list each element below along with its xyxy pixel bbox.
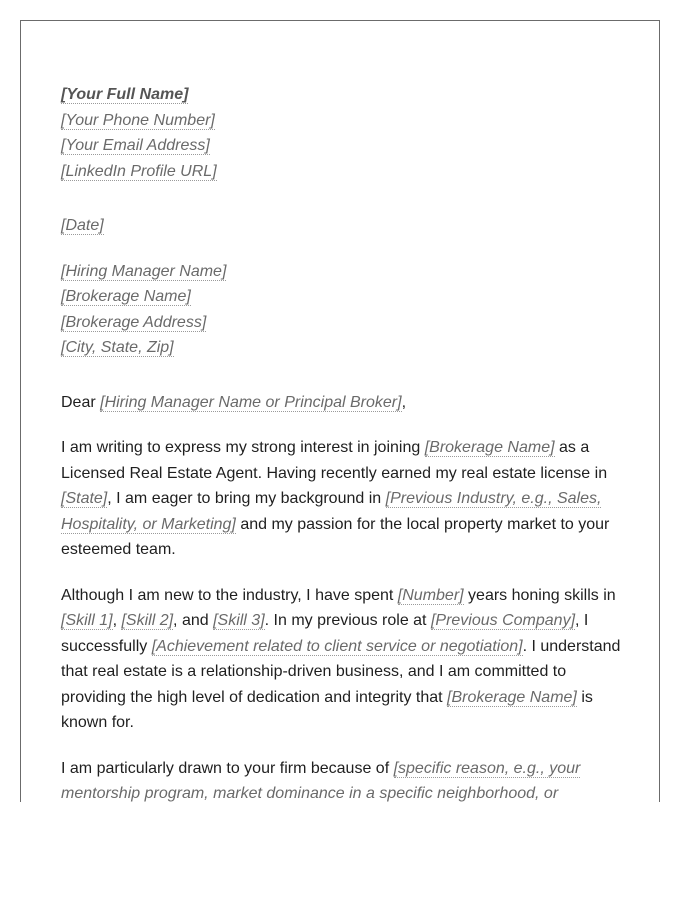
p2-placeholder-skill-3: [Skill 3] (213, 612, 265, 629)
p1-placeholder-industry: [Previous Industry, e.g., Sales, (385, 490, 602, 507)
p1-placeholder-state: [State] (61, 490, 108, 507)
p1-text: and my passion for the local property market to your (235, 515, 610, 533)
p2-text: , I (575, 612, 589, 629)
p3-placeholder-reason: [specific reason, e.g., your (393, 759, 581, 777)
letter-date: [Date] (61, 217, 104, 234)
p2-text: . In my previous role at (264, 612, 431, 629)
paragraph-experience (61, 583, 631, 736)
salutation (61, 390, 631, 416)
p2-placeholder-skill-1: [Skill 1] (61, 612, 113, 629)
salutation-tail: , (401, 393, 407, 411)
p2-text: successfully (61, 637, 152, 655)
p1-text: esteemed team. (61, 541, 176, 558)
p1-text: as a (554, 439, 590, 456)
p1-text: , I am eager to bring my background in (107, 490, 386, 507)
recipient-address: [Brokerage Address] (61, 313, 207, 331)
sender-name: [Your Full Name] (61, 86, 189, 103)
sender-block (61, 82, 631, 184)
p2-placeholder-company: [Previous Company] (430, 612, 576, 629)
recipient-brokerage: [Brokerage Name] (61, 288, 191, 305)
document-page (20, 20, 660, 802)
p2-text: , (112, 612, 122, 629)
p1-placeholder-industry: Hospitality, or Marketing] (61, 515, 236, 533)
p2-placeholder-achievement: [Achievement related to client service or negotiation] (151, 637, 523, 655)
sender-phone: [Your Phone Number] (61, 111, 215, 129)
p2-text: years honing skills in (463, 586, 616, 604)
paragraph-motivation (61, 756, 631, 803)
paragraph-intro (61, 435, 631, 563)
recipient-manager: [Hiring Manager Name] (61, 262, 227, 280)
letter-body (61, 82, 631, 802)
salutation-lead: Dear (61, 393, 101, 411)
p2-text: , and (173, 612, 214, 629)
p2-text: Although I am new to the industry, I have spent (61, 586, 398, 604)
p2-placeholder-skill-2: [Skill 2] (121, 612, 174, 629)
p2-placeholder-number: [Number] (397, 586, 464, 604)
recipient-block (61, 259, 631, 361)
p2-text: providing the high level of dedication and integrity that (61, 688, 448, 706)
recipient-city: [City, State, Zip] (61, 339, 174, 356)
date-block (61, 213, 631, 239)
p1-text: Licensed Real Estate Agent. Having recently earned my real estate license in (61, 464, 608, 482)
p2-text: . I understand (522, 637, 621, 655)
p2-text: is (576, 688, 593, 706)
sender-linkedin: [LinkedIn Profile URL] (61, 162, 217, 180)
p3-text: I am particularly drawn to your firm because of (61, 759, 394, 777)
salutation-name: [Hiring Manager Name or Principal Broker] (100, 393, 402, 411)
sender-email: [Your Email Address] (61, 137, 210, 154)
p3-placeholder-reason: mentorship program, market dominance in a specific neighborhood, or (61, 785, 559, 802)
p1-text: I am writing to express my strong interest in joining (61, 439, 425, 456)
p2-placeholder-brokerage: [Brokerage Name] (447, 688, 577, 706)
p1-placeholder-brokerage: [Brokerage Name] (424, 439, 555, 456)
p2-text: that real estate is a relationship-driven business, and I am committed to (61, 663, 567, 680)
p2-text: known for. (61, 714, 134, 731)
